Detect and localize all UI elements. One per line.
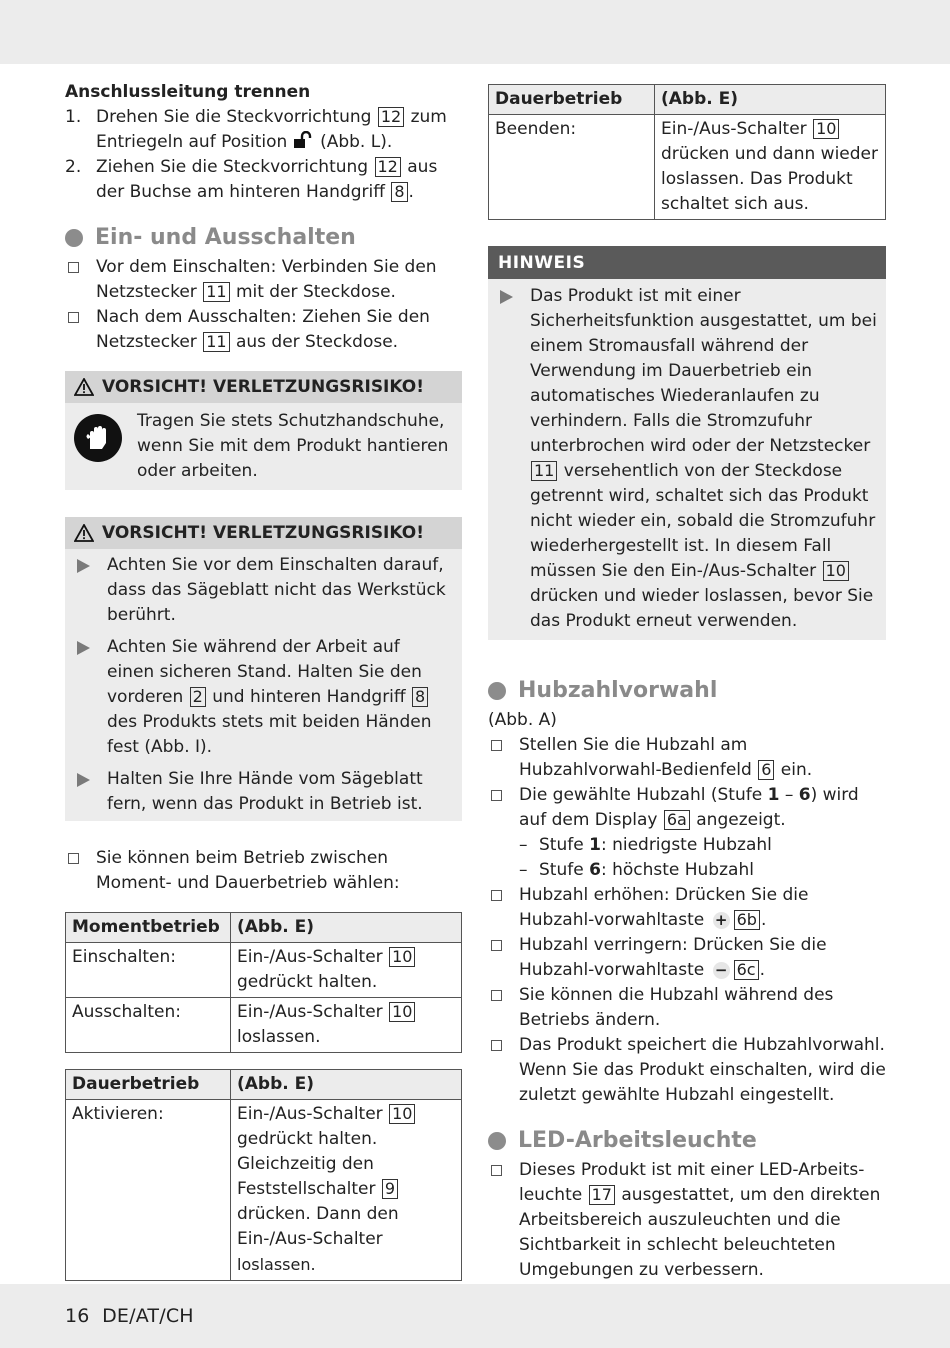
section-title: LED-Arbeitsleuchte <box>518 1128 757 1153</box>
list-item: Hubzahl erhöhen: Drücken Sie die Hubzahl-vorwahltaste + 6b . <box>488 883 886 933</box>
gloves-icon <box>73 413 123 463</box>
minus-icon: − <box>713 962 730 979</box>
checkbox-bullet-icon <box>491 990 502 1001</box>
ref-box: 10 <box>389 1002 415 1022</box>
ref-box: 9 <box>382 1179 398 1199</box>
ref-box: 6a <box>664 810 690 830</box>
section-title: Hubzahlvorwahl <box>518 678 718 703</box>
hinweis-box <box>488 246 886 640</box>
hinweis-header: HINWEIS <box>488 246 886 279</box>
arrow-bullet-icon <box>77 773 90 787</box>
list-item: Das Produkt ist mit einer Sicherheitsfunktion ausgestattet, um bei einem Stromausfall während der Verwendung im Dauerbetrieb ein automatisches Wiederanlaufen zu verhindern. Falls die Stromzufuhr unterbrochen wird oder der Netzstecker 11 versehentlich von der Steckdose getrennt wird, schaltet sich das Produkt nicht wieder ein, sobald die Stromzufuhr wiederhergestellt ist. In diesem Fall müssen Sie den Ein-/Aus-Schalter 10 drücken und wieder loslassen, bevor Sie das Produkt erneut verwenden. <box>498 284 880 634</box>
ref-box: 11 <box>531 461 557 481</box>
list-item: Sie können beim Betrieb zwischen Moment- und Dauerbetrieb wählen: <box>65 846 462 896</box>
table-row: Aktivieren: Ein-/Aus-Schalter 10 gedrückt halten. Gleichzeitig den Feststellschalter 9 drücken. Dann den Ein-/Aus-Schalter loslassen. <box>66 1100 462 1281</box>
bullet-dot-icon <box>488 1132 506 1150</box>
arrow-bullet-icon <box>77 559 90 573</box>
warning-box-operation <box>65 517 462 821</box>
unlock-icon <box>293 131 315 149</box>
ref-box: 6c <box>734 960 759 980</box>
ref-box: 11 <box>203 282 229 302</box>
bullets-hubzahl <box>488 733 886 833</box>
section-hubzahlvorwahl <box>488 676 886 706</box>
ref-box: 10 <box>823 561 849 581</box>
list-item: Vor dem Einschalten: Verbinden Sie den Netzstecker 11 mit der Steckdose. <box>65 255 462 305</box>
ref-box: 10 <box>813 119 839 139</box>
table-row: Einschalten: Ein-/Aus-Schalter 10 gedrückt halten. <box>66 943 462 998</box>
list-item: Hubzahl verringern: Drücken Sie die Hubzahl-vorwahltaste − 6c . <box>488 933 886 983</box>
table-momentbetrieb: Momentbetrieb (Abb. E) Einschalten: Ein-/Aus-Schalter 10 gedrückt halten. Ausschalten: Ein-/Aus-Schalter 10 loslassen. <box>65 912 462 1053</box>
list-item: – Stufe 6: höchste Hubzahl <box>519 860 754 880</box>
table-row: Ausschalten: Ein-/Aus-Schalter 10 loslassen. <box>66 998 462 1053</box>
arrow-bullet-icon <box>77 641 90 655</box>
ref-box: 8 <box>412 687 428 707</box>
bullets-hubzahl-2 <box>488 883 886 1108</box>
checkbox-bullet-icon <box>68 853 79 864</box>
list-item: Die gewählte Hubzahl (Stufe 1 – 6) wird auf dem Display 6a angezeigt. <box>488 783 886 833</box>
warning-triangle-icon <box>74 524 94 542</box>
step-item: 2. Ziehen Sie die Steckvorrichtung 12 aus der Buchse am hinteren Handgriff 8 . <box>65 157 438 202</box>
warning-header: VORSICHT! VERLETZUNGSRISIKO! <box>65 517 462 549</box>
figure-ref: (Abb. A) <box>488 710 557 730</box>
list-item: Achten Sie während der Arbeit auf einen sicheren Stand. Halten Sie den vorderen 2 und hinteren Handgriff 8 des Produkts stets mit beiden Händen fest (Abb. I). <box>75 635 452 760</box>
checkbox-bullet-icon <box>491 1040 502 1051</box>
locale-label: DE/AT/CH <box>102 1305 194 1327</box>
ref-box: 12 <box>375 157 401 177</box>
list-item: Halten Sie Ihre Hände vom Sägeblatt fern, wenn das Produkt in Betrieb ist. <box>75 767 452 817</box>
page-number: 16 <box>65 1305 90 1327</box>
warning-triangle-icon <box>74 378 94 396</box>
list-item: Das Produkt speichert die Hubzahlvorwahl. Wenn Sie das Produkt einschalten, wird die zuletzt gewählte Hubzahl eingestellt. <box>488 1033 886 1108</box>
ref-box: 17 <box>589 1185 615 1205</box>
list-item: – Stufe 1: niedrigste Hubzahl <box>519 835 772 855</box>
step-item: 1. Drehen Sie die Steckvorrichtung 12 zum Entriegeln auf Position (Abb. L). <box>65 107 447 152</box>
ref-box: 10 <box>389 947 415 967</box>
arrow-bullet-icon <box>500 290 513 304</box>
bullets-betrieb <box>65 846 462 896</box>
list-item: Dieses Produkt ist mit einer LED-Arbeits-leuchte 17 ausgestattet, um den direkten Arbeitsbereich auszuleuchten und die Sichtbarkeit in schlecht beleuchteten Umgebungen zu verbessern. <box>488 1158 886 1283</box>
list-item: Achten Sie vor dem Einschalten darauf, dass das Sägeblatt nicht das Werkstück berührt. <box>75 553 452 628</box>
ref-box: 11 <box>203 332 229 352</box>
ref-box: 2 <box>190 687 206 707</box>
warning-items <box>65 549 462 817</box>
plus-icon: + <box>713 912 730 929</box>
right-column <box>488 84 886 1283</box>
section-title: Ein- und Ausschalten <box>95 225 356 250</box>
ref-box: 8 <box>391 182 407 202</box>
warning-header: VORSICHT! VERLETZUNGSRISIKO! <box>65 371 462 403</box>
ref-box: 10 <box>389 1104 415 1124</box>
bullet-dot-icon <box>65 229 83 247</box>
table-dauerbetrieb-beenden: Dauerbetrieb (Abb. E) Beenden: Ein-/Aus-Schalter 10 drücken und dann wieder loslassen. Das Produkt schaltet sich aus. <box>488 84 886 220</box>
section-ein-ausschalten <box>65 223 462 253</box>
table-dauerbetrieb: Dauerbetrieb (Abb. E) Aktivieren: Ein-/Aus-Schalter 10 gedrückt halten. Gleichzeitig den Feststellschalter 9 drücken. Dann den Ein-/Aus-Schalter loslassen. <box>65 1069 462 1281</box>
bullets-led <box>488 1158 886 1283</box>
hinweis-items <box>488 279 886 634</box>
table-row: Beenden: Ein-/Aus-Schalter 10 drücken und dann wieder loslassen. Das Produkt schaltet sich aus. <box>489 115 886 220</box>
ref-box: 12 <box>378 107 404 127</box>
steps-list <box>65 105 462 205</box>
ref-box: 6 <box>758 760 774 780</box>
list-item: Sie können die Hubzahl während des Betriebs ändern. <box>488 983 886 1033</box>
checkbox-bullet-icon <box>68 262 79 273</box>
sub-list <box>488 833 886 883</box>
bullets-ein-aus <box>65 255 462 355</box>
warning-text: Tragen Sie stets Schutzhandschuhe, wenn Sie mit dem Produkt hantieren oder arbeiten. <box>137 411 449 481</box>
heading-anschlussleitung: Anschlussleitung trennen <box>65 82 311 102</box>
section-led <box>488 1126 886 1156</box>
bullet-dot-icon <box>488 682 506 700</box>
list-item: Nach dem Ausschalten: Ziehen Sie den Netzstecker 11 aus der Steckdose. <box>65 305 462 355</box>
checkbox-bullet-icon <box>491 740 502 751</box>
checkbox-bullet-icon <box>491 1165 502 1176</box>
checkbox-bullet-icon <box>491 890 502 901</box>
ref-box: 6b <box>734 910 760 930</box>
checkbox-bullet-icon <box>491 790 502 801</box>
left-column <box>65 80 462 1281</box>
checkbox-bullet-icon <box>68 312 79 323</box>
warning-box-gloves <box>65 371 462 490</box>
header-band <box>0 0 950 64</box>
page-footer <box>65 1305 194 1327</box>
checkbox-bullet-icon <box>491 940 502 951</box>
list-item: Stellen Sie die Hubzahl am Hubzahlvorwahl-Bedienfeld 6 ein. <box>488 733 886 783</box>
